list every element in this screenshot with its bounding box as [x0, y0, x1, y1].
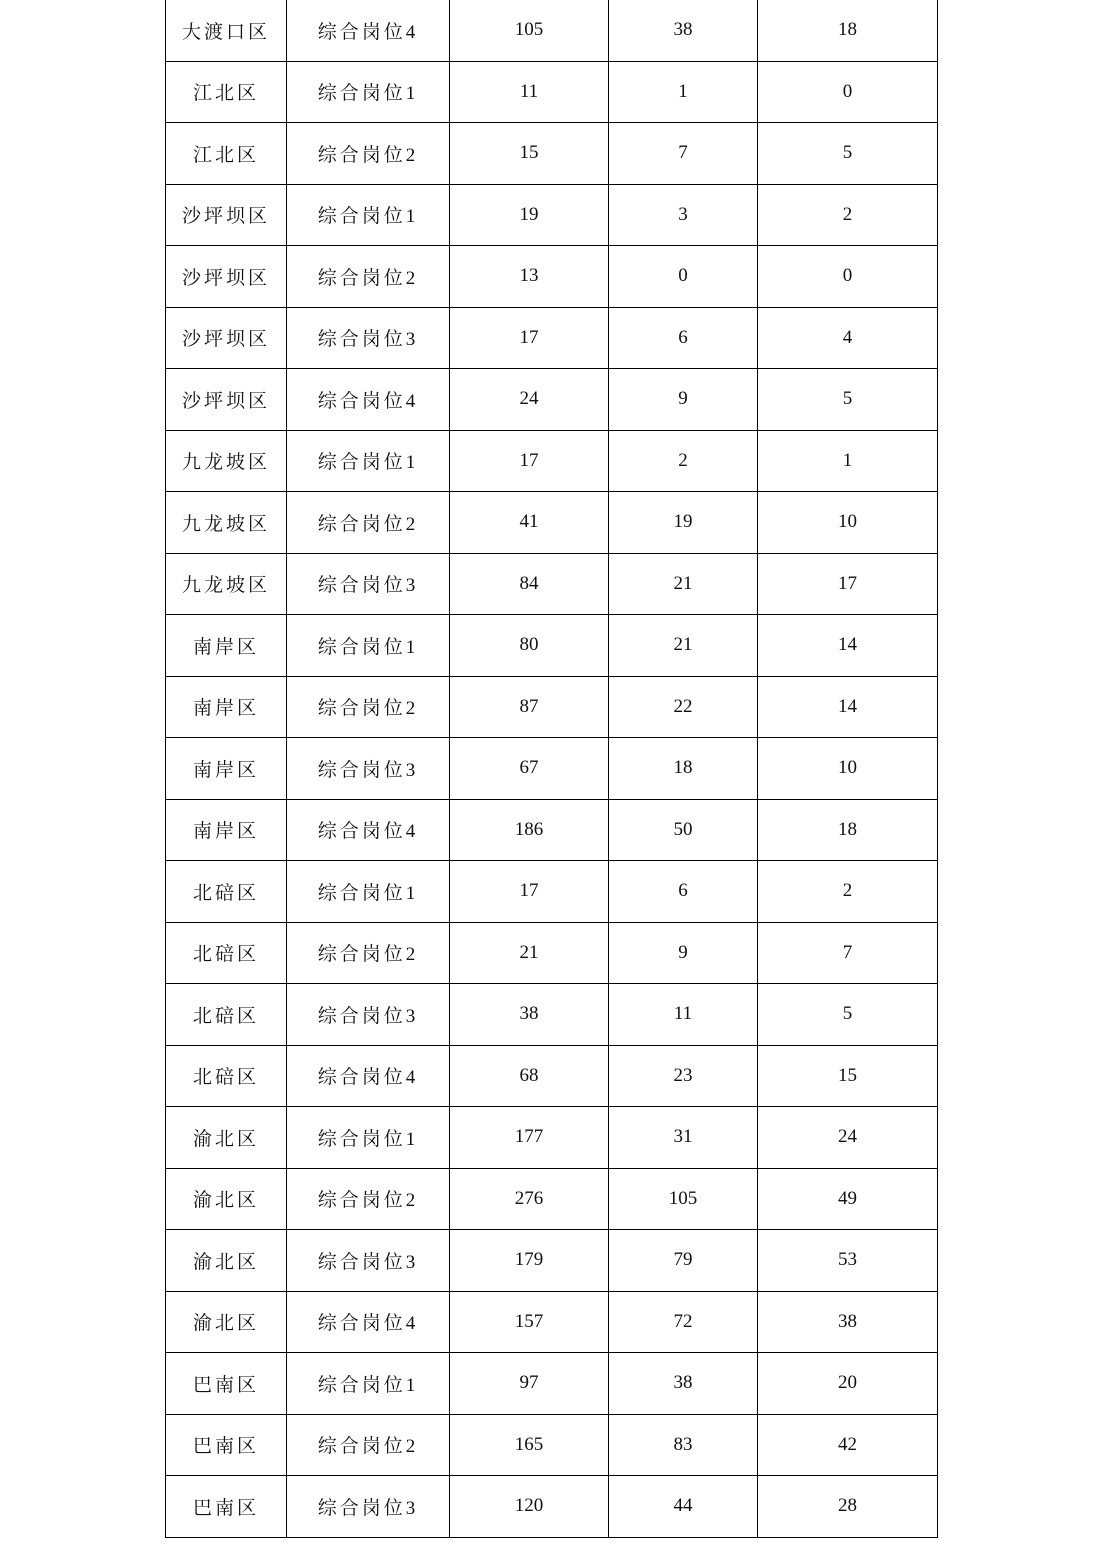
cell-position: 综合岗位1 — [287, 1353, 450, 1415]
cell-value-1: 84 — [450, 553, 609, 615]
cell-value-1: 120 — [450, 1476, 609, 1538]
table-row — [166, 246, 938, 308]
cell-district: 北碚区 — [166, 984, 287, 1046]
cell-district: 巴南区 — [166, 1353, 287, 1415]
cell-value-3: 5 — [758, 984, 938, 1046]
cell-value-1: 157 — [450, 1291, 609, 1353]
cell-value-1: 87 — [450, 676, 609, 738]
cell-value-1: 276 — [450, 1168, 609, 1230]
table-row — [166, 307, 938, 369]
table-row — [166, 738, 938, 800]
cell-value-1: 17 — [450, 430, 609, 492]
cell-value-1: 21 — [450, 922, 609, 984]
cell-value-1: 165 — [450, 1414, 609, 1476]
cell-district: 沙坪坝区 — [166, 307, 287, 369]
cell-position: 综合岗位2 — [287, 1168, 450, 1230]
cell-position: 综合岗位3 — [287, 553, 450, 615]
cell-position: 综合岗位2 — [287, 676, 450, 738]
cell-value-2: 2 — [609, 430, 758, 492]
cell-value-1: 24 — [450, 369, 609, 431]
cell-position: 综合岗位1 — [287, 184, 450, 246]
cell-district: 九龙坡区 — [166, 430, 287, 492]
table-row — [166, 1353, 938, 1415]
cell-value-1: 179 — [450, 1230, 609, 1292]
cell-district: 渝北区 — [166, 1291, 287, 1353]
cell-value-2: 18 — [609, 738, 758, 800]
cell-position: 综合岗位3 — [287, 307, 450, 369]
cell-value-1: 19 — [450, 184, 609, 246]
cell-value-3: 14 — [758, 676, 938, 738]
cell-district: 沙坪坝区 — [166, 184, 287, 246]
cell-value-2: 9 — [609, 369, 758, 431]
cell-value-1: 177 — [450, 1107, 609, 1169]
cell-value-3: 53 — [758, 1230, 938, 1292]
cell-value-3: 18 — [758, 799, 938, 861]
cell-value-3: 4 — [758, 307, 938, 369]
cell-value-3: 2 — [758, 861, 938, 923]
cell-value-1: 38 — [450, 984, 609, 1046]
cell-position: 综合岗位2 — [287, 1414, 450, 1476]
cell-position: 综合岗位1 — [287, 430, 450, 492]
cell-district: 巴南区 — [166, 1414, 287, 1476]
cell-value-2: 23 — [609, 1045, 758, 1107]
cell-value-2: 44 — [609, 1476, 758, 1538]
cell-value-1: 41 — [450, 492, 609, 554]
cell-value-3: 1 — [758, 430, 938, 492]
cell-value-3: 18 — [758, 0, 938, 61]
cell-district: 渝北区 — [166, 1168, 287, 1230]
cell-district: 渝北区 — [166, 1230, 287, 1292]
recruitment-table — [165, 0, 938, 1538]
table-row — [166, 492, 938, 554]
cell-district: 江北区 — [166, 61, 287, 123]
cell-value-1: 67 — [450, 738, 609, 800]
cell-value-1: 11 — [450, 61, 609, 123]
cell-value-3: 15 — [758, 1045, 938, 1107]
table-row — [166, 1230, 938, 1292]
cell-district: 南岸区 — [166, 738, 287, 800]
table-row — [166, 984, 938, 1046]
cell-position: 综合岗位4 — [287, 369, 450, 431]
cell-district: 大渡口区 — [166, 0, 287, 61]
cell-position: 综合岗位1 — [287, 861, 450, 923]
cell-value-2: 6 — [609, 861, 758, 923]
cell-value-2: 21 — [609, 553, 758, 615]
cell-district: 南岸区 — [166, 676, 287, 738]
cell-value-2: 11 — [609, 984, 758, 1046]
cell-value-2: 83 — [609, 1414, 758, 1476]
cell-district: 南岸区 — [166, 799, 287, 861]
table-row — [166, 1107, 938, 1169]
cell-value-3: 0 — [758, 61, 938, 123]
table-row — [166, 553, 938, 615]
cell-position: 综合岗位4 — [287, 1291, 450, 1353]
cell-value-3: 7 — [758, 922, 938, 984]
table-row — [166, 430, 938, 492]
table-row — [166, 1414, 938, 1476]
table-row — [166, 369, 938, 431]
cell-value-3: 10 — [758, 738, 938, 800]
table-row — [166, 184, 938, 246]
cell-value-2: 3 — [609, 184, 758, 246]
cell-value-1: 15 — [450, 123, 609, 185]
cell-position: 综合岗位4 — [287, 799, 450, 861]
cell-value-1: 13 — [450, 246, 609, 308]
cell-value-1: 68 — [450, 1045, 609, 1107]
cell-value-3: 24 — [758, 1107, 938, 1169]
cell-value-2: 6 — [609, 307, 758, 369]
cell-value-3: 14 — [758, 615, 938, 677]
cell-position: 综合岗位1 — [287, 1107, 450, 1169]
table-row — [166, 861, 938, 923]
cell-district: 九龙坡区 — [166, 492, 287, 554]
cell-district: 沙坪坝区 — [166, 369, 287, 431]
cell-district: 北碚区 — [166, 922, 287, 984]
cell-value-3: 10 — [758, 492, 938, 554]
cell-value-2: 79 — [609, 1230, 758, 1292]
cell-position: 综合岗位3 — [287, 738, 450, 800]
cell-district: 北碚区 — [166, 861, 287, 923]
cell-position: 综合岗位2 — [287, 492, 450, 554]
cell-value-2: 19 — [609, 492, 758, 554]
cell-value-3: 28 — [758, 1476, 938, 1538]
table-row — [166, 1291, 938, 1353]
cell-value-1: 105 — [450, 0, 609, 61]
cell-value-2: 7 — [609, 123, 758, 185]
cell-value-3: 5 — [758, 369, 938, 431]
table-row — [166, 1045, 938, 1107]
cell-district: 江北区 — [166, 123, 287, 185]
cell-district: 九龙坡区 — [166, 553, 287, 615]
cell-position: 综合岗位4 — [287, 0, 450, 61]
cell-value-1: 17 — [450, 861, 609, 923]
cell-district: 北碚区 — [166, 1045, 287, 1107]
cell-position: 综合岗位1 — [287, 61, 450, 123]
cell-value-3: 2 — [758, 184, 938, 246]
cell-value-2: 21 — [609, 615, 758, 677]
table-row — [166, 61, 938, 123]
cell-value-1: 97 — [450, 1353, 609, 1415]
cell-value-2: 0 — [609, 246, 758, 308]
table-row — [166, 676, 938, 738]
cell-value-2: 72 — [609, 1291, 758, 1353]
cell-district: 巴南区 — [166, 1476, 287, 1538]
cell-value-3: 5 — [758, 123, 938, 185]
cell-value-2: 38 — [609, 1353, 758, 1415]
cell-value-2: 31 — [609, 1107, 758, 1169]
table-row — [166, 615, 938, 677]
cell-value-2: 50 — [609, 799, 758, 861]
table-row — [166, 799, 938, 861]
table-row — [166, 922, 938, 984]
cell-position: 综合岗位3 — [287, 1230, 450, 1292]
cell-value-2: 22 — [609, 676, 758, 738]
cell-value-3: 38 — [758, 1291, 938, 1353]
cell-value-2: 1 — [609, 61, 758, 123]
table-row — [166, 0, 938, 61]
cell-value-3: 20 — [758, 1353, 938, 1415]
cell-position: 综合岗位2 — [287, 922, 450, 984]
cell-value-1: 17 — [450, 307, 609, 369]
cell-position: 综合岗位2 — [287, 246, 450, 308]
cell-value-2: 38 — [609, 0, 758, 61]
cell-position: 综合岗位2 — [287, 123, 450, 185]
cell-value-3: 17 — [758, 553, 938, 615]
cell-value-1: 186 — [450, 799, 609, 861]
cell-value-2: 105 — [609, 1168, 758, 1230]
cell-value-3: 42 — [758, 1414, 938, 1476]
table-body — [166, 0, 938, 1537]
table-row — [166, 1476, 938, 1538]
cell-district: 南岸区 — [166, 615, 287, 677]
table-row — [166, 1168, 938, 1230]
cell-position: 综合岗位3 — [287, 1476, 450, 1538]
cell-value-3: 0 — [758, 246, 938, 308]
cell-value-1: 80 — [450, 615, 609, 677]
cell-position: 综合岗位1 — [287, 615, 450, 677]
cell-district: 沙坪坝区 — [166, 246, 287, 308]
cell-value-3: 49 — [758, 1168, 938, 1230]
cell-position: 综合岗位3 — [287, 984, 450, 1046]
table-row — [166, 123, 938, 185]
cell-value-2: 9 — [609, 922, 758, 984]
cell-district: 渝北区 — [166, 1107, 287, 1169]
cell-position: 综合岗位4 — [287, 1045, 450, 1107]
